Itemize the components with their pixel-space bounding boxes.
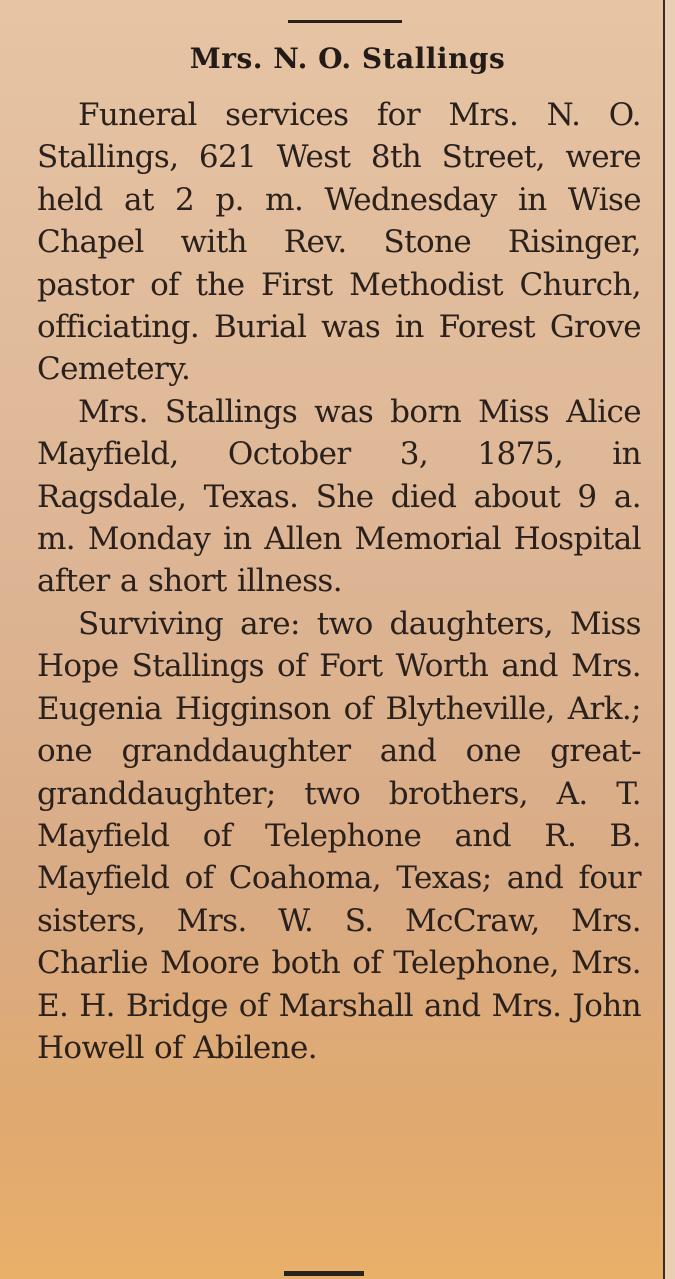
- paragraph-survivors: Surviving are: two daughters, Miss Hope Stallings of Fort Worth and Mrs. Eugenia Higginson of Blytheville, Ark.; one granddaughter and one great-granddaughter; two brothers, A. T. Mayfield of Telephone and R. B. Mayfield of Coahoma, Texas; and four sisters, Mrs. W. S. McCraw, Mrs. Charlie Moore both of Telephone, Mrs. E. H. Bridge of Marshall and Mrs. John Howell of Abilene.: [37, 605, 641, 1066]
- paragraph-birth: Mrs. Stallings was born Miss Alice Mayfield, October 3, 1875, in Ragsdale, Texas. She died about 9 a. m. Monday in Allen Memorial Hospital after a short illness.: [37, 393, 641, 600]
- paragraph-funeral: Funeral services for Mrs. N. O. Stallings, 621 West 8th Street, were held at 2 p. m. Wednesday in Wise Chapel with Rev. Stone Risinger, pastor of the First Methodist Church, officiating. Burial was in Forest Grove Cemetery.: [37, 97, 641, 388]
- top-rule: [288, 20, 402, 23]
- obituary-body: [37, 94, 641, 1069]
- paper-edge: [665, 0, 675, 1279]
- obituary-headline: Mrs. N. O. Stallings: [189, 42, 506, 75]
- bottom-rule: [284, 1271, 364, 1276]
